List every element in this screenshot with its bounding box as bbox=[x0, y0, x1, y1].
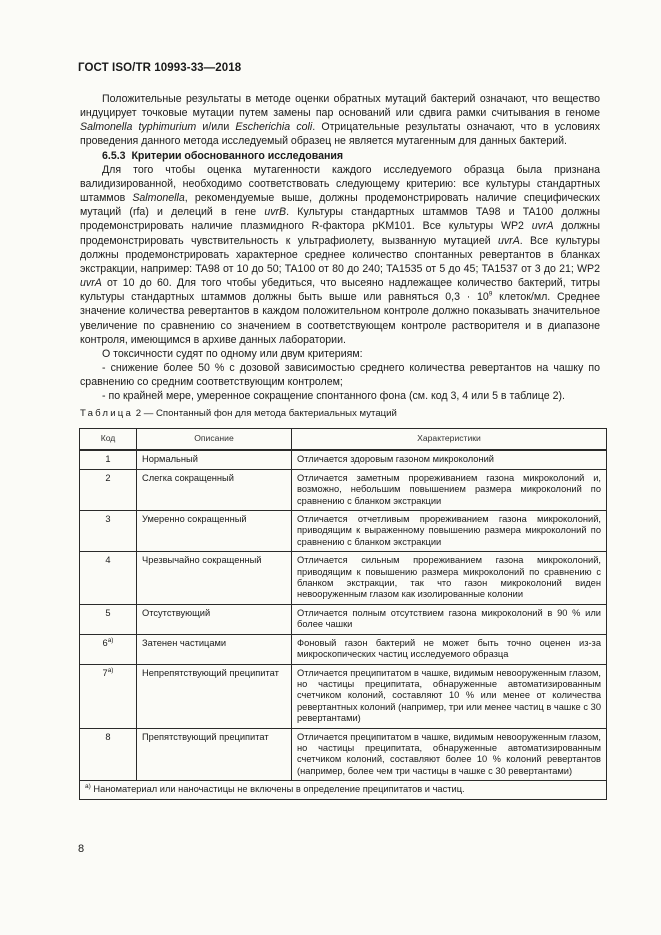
table-row bbox=[80, 728, 607, 781]
row-characteristics: Отличается преципитатом в чашке, видимым невооруженным глазом, но частицы преципитата, обнаруженные автоматизированным счетчиком колоний, составляют более 10 % колоний ревертантов (например, более чем три частицы в чашке с 30 ревертантами) bbox=[292, 728, 607, 781]
criterion-reduction: - снижение более 50 % с дозовой зависимостью среднего количества ревертантов на чашку по сравнению со средним соответствующим контролем; bbox=[80, 361, 600, 389]
spontaneous-background-table bbox=[79, 428, 607, 800]
header-description: Описание bbox=[137, 429, 292, 451]
row-code: $6^{а)}$ bbox=[80, 634, 137, 664]
section-heading bbox=[80, 149, 600, 163]
table-header-row bbox=[80, 429, 607, 451]
table-row bbox=[80, 552, 607, 605]
document-header: ГОСТ ISO/TR 10993-33—2018 bbox=[78, 62, 242, 74]
row-characteristics: Отличается преципитатом в чашке, видимым невооруженным глазом, но частицы преципитата, обнаруженные автоматизированным счетчиком колоний, составляют 10 % или менее от количества ревертантных колоний (например, три или менее частиц в чашке с 30 ревертантами) bbox=[292, 664, 607, 728]
row-description: Умеренно сокращенный bbox=[137, 511, 292, 552]
table-footnote: $^{а)}$ Наноматериал или наночастицы не включены в определение преципитатов и частиц. bbox=[80, 781, 607, 799]
footnote-ref: а) bbox=[107, 666, 114, 674]
header-code: Код bbox=[80, 429, 137, 451]
header-characteristics: Характеристики bbox=[292, 429, 607, 451]
page-number: 8 bbox=[78, 843, 85, 855]
row-code: 3 bbox=[80, 511, 137, 552]
row-description: Отсутствующий bbox=[137, 604, 292, 634]
table-caption: Таблица 2 — Спонтанный фон для метода бактериальных мутаций bbox=[80, 408, 397, 419]
section-title: Критерии обоснованного исследования bbox=[131, 149, 344, 162]
row-code: $7^{а)}$ bbox=[80, 664, 137, 728]
section-number: 6.5.3 bbox=[102, 149, 126, 162]
row-description: Затенен частицами bbox=[137, 634, 292, 664]
body-text bbox=[80, 92, 600, 403]
table-row bbox=[80, 664, 607, 728]
row-code: 8 bbox=[80, 728, 137, 781]
row-code: 1 bbox=[80, 450, 137, 469]
row-characteristics: Отличается сильным прореживанием газона микроколоний, приводящим к повышению размера микроколоний по сравнению с бланком экстракции, так что газон микроколоний виден невооруженным глазом как изолированные колонии bbox=[292, 552, 607, 605]
row-code: 2 bbox=[80, 469, 137, 510]
row-description: Препятствующий преципитат bbox=[137, 728, 292, 781]
row-code: 4 bbox=[80, 552, 137, 605]
row-characteristics: Отличается здоровым газоном микроколоний bbox=[292, 450, 607, 469]
row-characteristics: Фоновый газон бактерий не может быть точно оценен из-за микроскопических частиц исследуемого образца bbox=[292, 634, 607, 664]
row-code: 5 bbox=[80, 604, 137, 634]
row-description: Непрепятствующий преципитат bbox=[137, 664, 292, 728]
row-characteristics: Отличается полным отсутствием газона микроколоний в 90 % или более чашки bbox=[292, 604, 607, 634]
row-characteristics: Отличается заметным прореживанием газона микроколоний и, возможно, небольшим повышением размера микроколоний по сравнению с бланком экстракции bbox=[292, 469, 607, 510]
footnote-mark: а) bbox=[85, 783, 91, 791]
table-row bbox=[80, 604, 607, 634]
row-characteristics: Отличается отчетливым прореживанием газона микроколоний, приводящим к выраженному повышению размера микроколоний по сравнению с бланком экстракции bbox=[292, 511, 607, 552]
criterion-background: - по крайней мере, умеренное сокращение спонтанного фона (см. код 3, 4 или 5 в таблице 2). bbox=[102, 390, 565, 403]
paragraph-criteria: Для того чтобы оценка мутагенности каждого исследуемого образца была признана валидизированной, необходимо соответствовать следующему критерию: все культуры стандартных штаммов Salmonella, рекомендуемые выше, должны продемонстрировать наличие специфических мутаций (rfa) и делеций в гене uvrB. Культуры стандартных штаммов TA98 и TA100 должны продемонстрировать наличие плазмидного R-фактора pKM101. Все культуры WP2 uvrA должны продемонстрировать чувствительность к ультрафиолету, вызванную мутацией uvrA. Все культуры должны продемонстрировать характерное среднее количество спонтанных ревертантов в бланках экстракции, например: TA98 от 10 до 50; TA100 от 80 до 240; TA1535 от 5 до 45; TA1537 от 3 до 21; WP2 uvrA от 10 до 60. Для того чтобы убедиться, что высеяно надлежащее количество бактерий, титры культуры стандартных штаммов должны быть выше или равняться $0,3 \cdot 10^9$ клеток/мл. Среднее значение количества ревертантов в каждом положительном контроле должно показывать значительное увеличение по сравнению со значением в соответствующем контроле растворителя и в диапазоне контроля, имеющимся в архиве данных лаборатории. bbox=[80, 163, 601, 346]
table-footnote-row bbox=[80, 781, 607, 799]
table-row bbox=[80, 634, 607, 664]
footnote-ref: а) bbox=[107, 636, 114, 644]
table-row bbox=[80, 511, 607, 552]
table-row bbox=[80, 469, 607, 510]
row-description: Чрезвычайно сокращенный bbox=[137, 552, 292, 605]
row-description: Слегка сокращенный bbox=[137, 469, 292, 510]
table-row bbox=[80, 450, 607, 469]
paragraph-toxicity: О токсичности судят по одному или двум критериям: bbox=[102, 347, 363, 360]
paragraph-results: Положительные результаты в методе оценки обратных мутаций бактерий означают, что вещество индуцирует точковые мутации путем замены пар оснований или сдвига рамки считывания в геноме Salmonella typhimurium и/или Escherichia coli. Отрицательные результаты означают, что в условиях проведения данного метода исследуемый образец не является мутагенным для данных бактерий. bbox=[80, 93, 600, 148]
row-description: Нормальный bbox=[137, 450, 292, 469]
